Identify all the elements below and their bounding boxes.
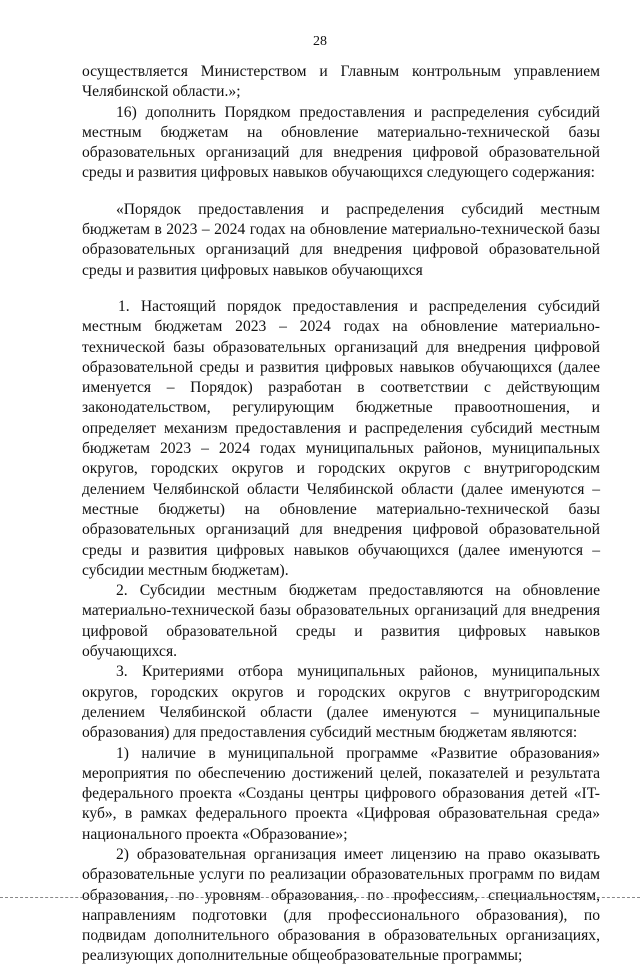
paragraph-continuation: осуществляется Министерством и Главным контрольным управлением Челябинской области.»; — [82, 63, 600, 101]
page-number: 28 — [313, 34, 327, 49]
paragraph-clause-2: 2. Субсидии местным бюджетам предоставляются на обновление материально-технической базы образовательных организаций для внедрения цифровой образовательной среды и развития цифровых навыков обучающихся. — [82, 582, 600, 661]
page-bottom-divider — [0, 897, 640, 898]
spacer — [82, 184, 600, 200]
document-body — [82, 62, 600, 967]
paragraph-clause-3: 3. Критериями отбора муниципальных районов, муниципальных округов, городских округов и городских округов с внутригородским делением Челябинской области (далее именуются – муниципальные образования) для предоставления субсидий местным бюджетам являются: — [82, 663, 600, 742]
paragraph-clause-1: 1. Настоящий порядок предоставления и распределения субсидий местным бюджетам 2023 – 2024 годах на обновление материально-технической базы образовательных организаций для внедрения цифровой образовательной среды и развития цифровых навыков обучающихся (далее именуется – Порядок) разработан в соответствии с действующим законодательством, регулирующим бюджетные правоотношения, и определяет механизм предоставления и распределения субсидий местным бюджетам 2023 – 2024 годах муниципальных районов, муниципальных округов, городских округов и городских округов с внутригородским делением Челябинской области Челябинской области (далее именуются – местные бюджеты) на обновление материально-технической базы образовательных организаций для внедрения цифровой образовательной среды и развития цифровых навыков обучающихся (далее именуются – субсидии местным бюджетам). — [82, 297, 600, 579]
paragraph-item-16: 16) дополнить Порядком предоставления и распределения субсидий местным бюджетам на обновление материально-технической базы образовательных организаций для внедрения цифровой образовательной среды и развития цифровых навыков обучающихся следующего содержания: — [82, 103, 600, 182]
spacer — [82, 281, 600, 297]
paragraph-criterion-1: 1) наличие в муниципальной программе «Развитие образования» мероприятия по обеспечению достижений целей, показателей и результата федерального проекта «Созданы центры цифрового образования детей «IT-куб», в рамках федерального проекта «Цифровая образовательная среда» национального проекта «Образование»; — [82, 744, 600, 843]
paragraph-criterion-2: 2) образовательная организация имеет лицензию на право оказывать образовательные услуги по реализации образовательных программ по видам образования, по уровням образования, по профессиям, специальностям, направлениям подготовки (для профессионального образования), по подвидам дополнительного образования в образовательных организациях, реализующих дополнительные общеобразовательные программы; — [82, 845, 600, 965]
paragraph-order-title: «Порядок предоставления и распределения субсидий местным бюджетам в 2023 – 2024 годах на обновление материально-технической базы образовательных организаций для внедрения цифровой образовательной среды и развития цифровых навыков обучающихся — [82, 200, 600, 279]
